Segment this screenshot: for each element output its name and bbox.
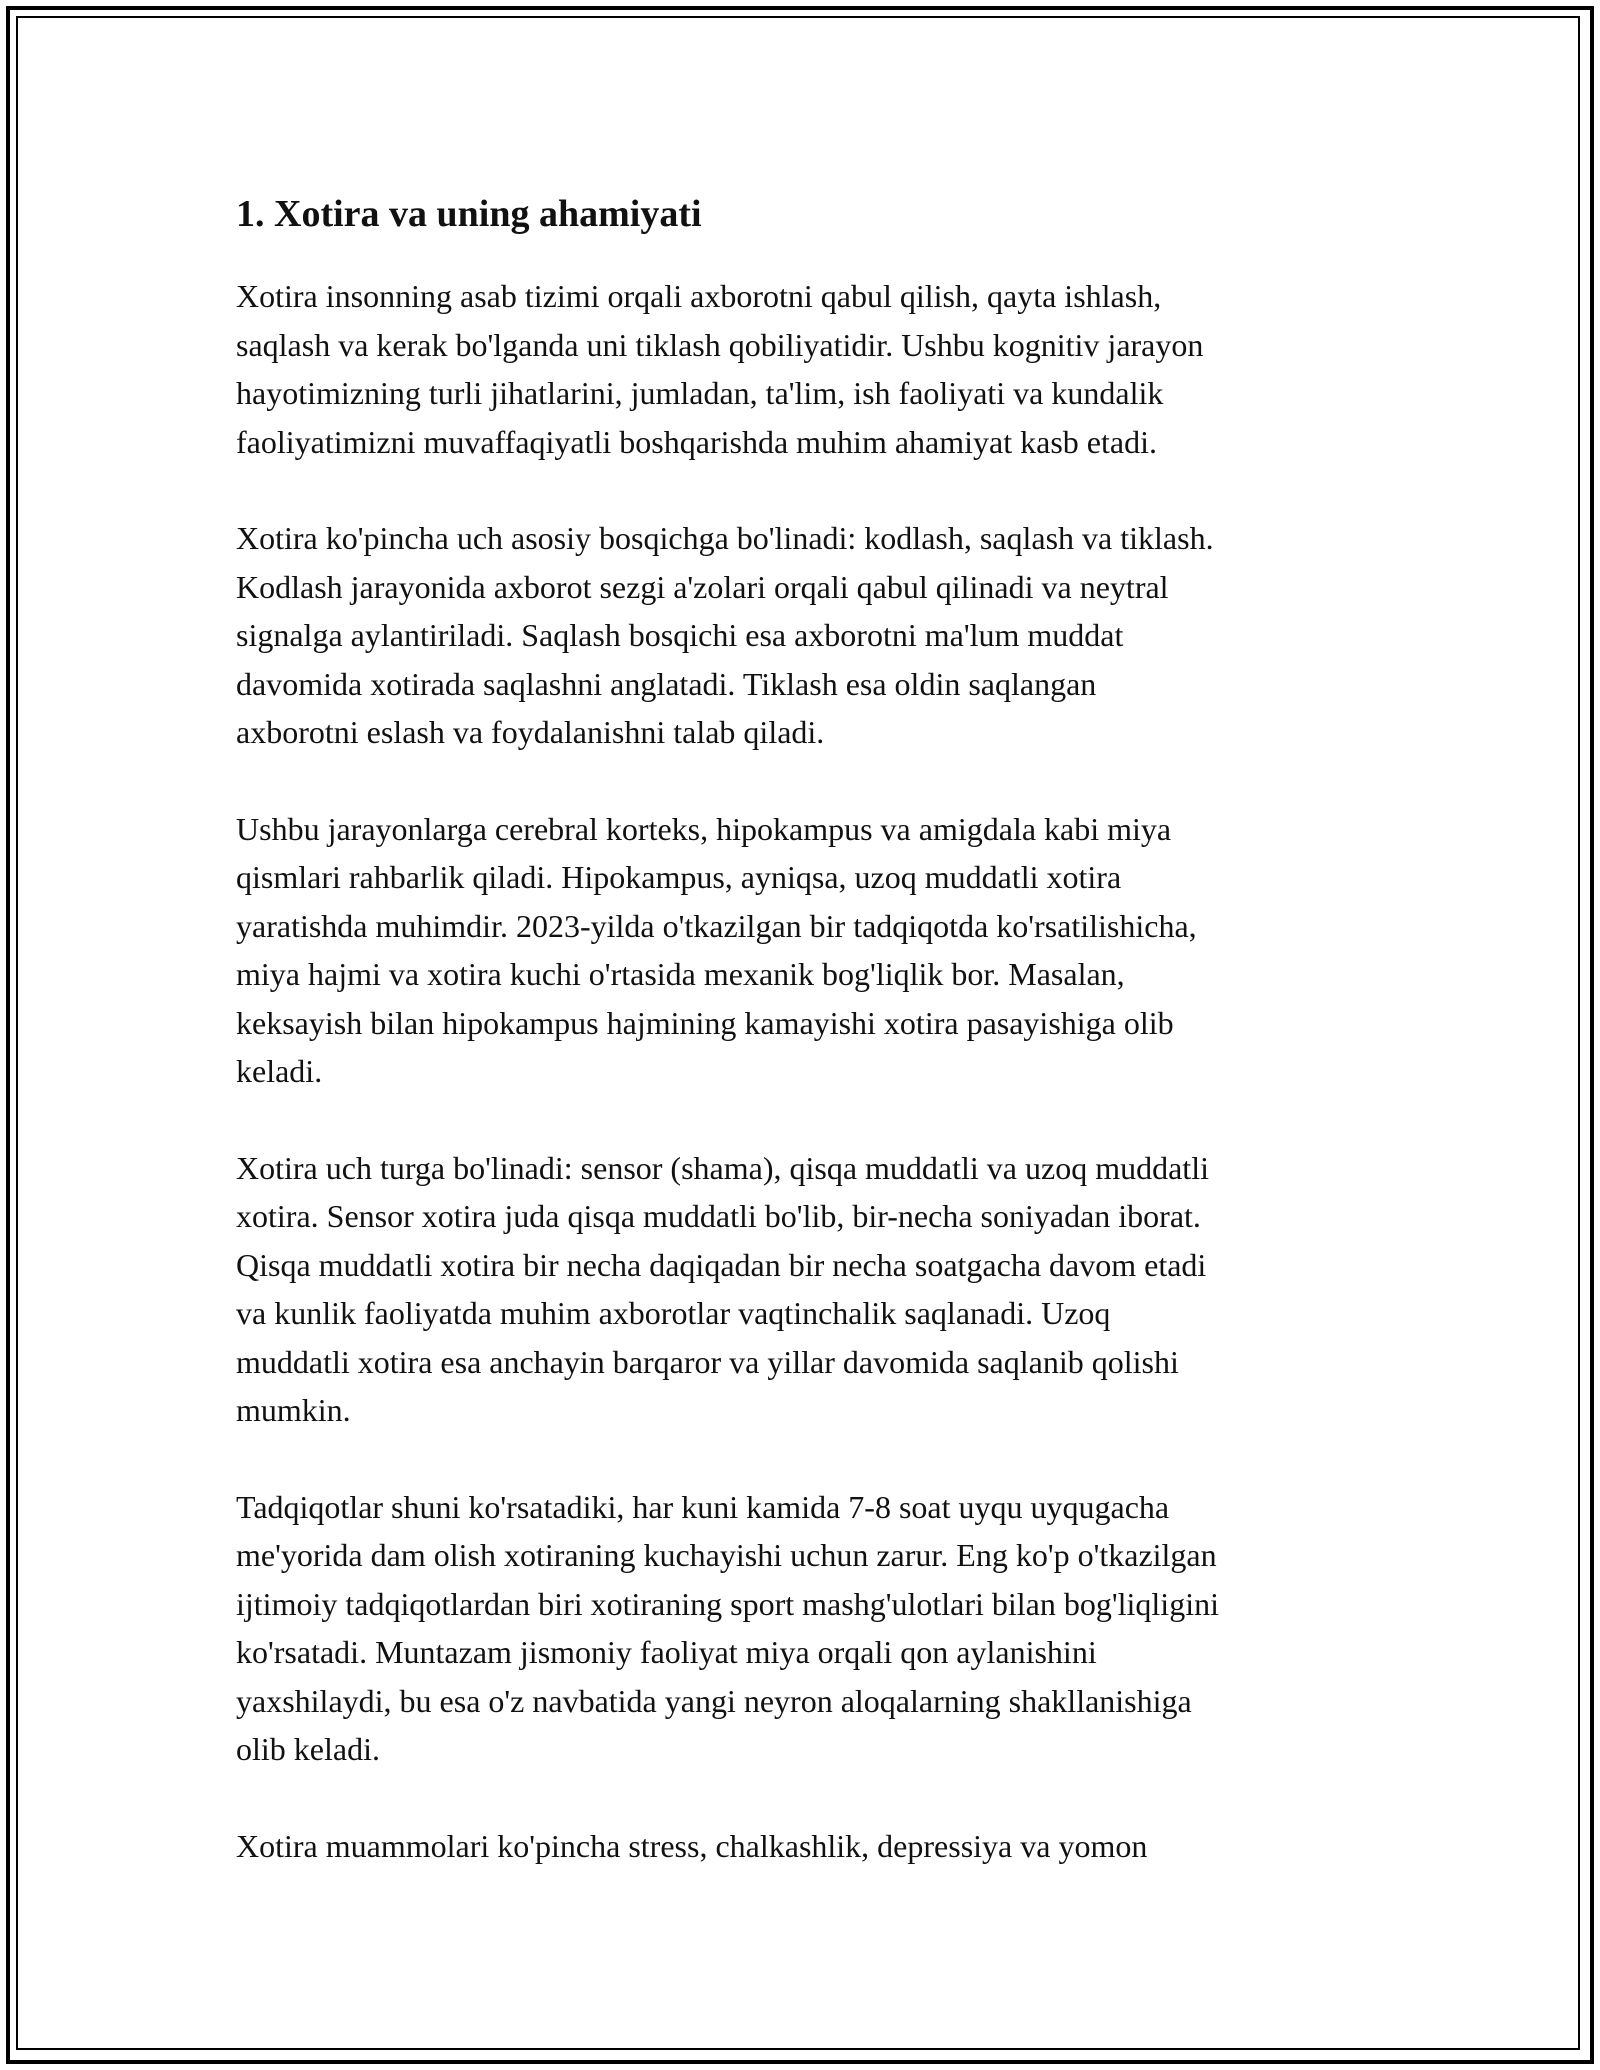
text-line: signalga aylantiriladi. Saqlash bosqichi esa axborotni ma'lum muddat xyxy=(236,617,1124,653)
text-line: yaratishda muhimdir. 2023-yilda o'tkazilgan bir tadqiqotda ko'rsatilishicha, xyxy=(236,907,1197,944)
paragraph xyxy=(236,272,1386,466)
text-line: Kodlash jarayonida axborot sezgi a'zolari orqali qabul qilinadi va neytral xyxy=(236,568,1169,605)
text-line: saqlash va kerak bo'lganda uni tiklash qobiliyatidir. Ushbu kognitiv jarayon xyxy=(236,326,1204,363)
paragraph xyxy=(236,1822,1386,1871)
text-line: qismlari rahbarlik qiladi. Hipokampus, ayniqsa, uzoq muddatli xotira xyxy=(236,859,1122,895)
paragraph xyxy=(236,1144,1386,1435)
text-line: muddatli xotira esa anchayin barqaror va yillar davomida saqlanib qolishi xyxy=(236,1343,1179,1380)
text-line: Tadqiqotlar shuni ko'rsatadiki, har kuni kamida 7-8 soat uyqu uyqugacha xyxy=(236,1488,1170,1525)
text-line: Xotira ko'pincha uch asosiy bosqichga bo'linadi: kodlash, saqlash va tiklash. xyxy=(236,520,1214,556)
text-line: ko'rsatadi. Muntazam jismoniy faoliyat miya orqali qon aylanishini xyxy=(236,1634,1097,1670)
text-line: axborotni eslash va foydalanishni talab qiladi. xyxy=(236,714,825,750)
text-line: davomida xotirada saqlashni anglatadi. Tiklash esa oldin saqlangan xyxy=(236,665,1097,702)
text-line: hayotimizning turli jihatlarini, jumladan, ta'lim, ish faoliyati va kundalik xyxy=(236,375,1164,411)
text-line: mumkin. xyxy=(236,1392,351,1428)
text-line: keladi. xyxy=(236,1053,323,1089)
paragraph xyxy=(236,1483,1386,1774)
text-line: Xotira muammolari ko'pincha stress, chalkashlik, depressiya va yomon xyxy=(236,1827,1148,1864)
text-line: faoliyatimizni muvaffaqiyatli boshqarishda muhim ahamiyat kasb etadi. xyxy=(236,423,1157,460)
text-line: olib keladi. xyxy=(236,1731,380,1767)
document-body xyxy=(236,190,1386,1918)
text-line: Ushbu jarayonlarga cerebral korteks, hipokampus va amigdala kabi miya xyxy=(236,810,1172,847)
text-line: xotira. Sensor xotira juda qisqa muddatli bo'lib, bir-necha soniyadan iborat. xyxy=(236,1198,1201,1234)
text-line: yaxshilaydi, bu esa o'z navbatida yangi neyron aloqalarning shakllanishiga xyxy=(236,1682,1192,1719)
paragraph xyxy=(236,514,1386,757)
text-line: Xotira insonning asab tizimi orqali axborotni qabul qilish, qayta ishlash, xyxy=(236,278,1162,314)
text-line: me'yorida dam olish xotiraning kuchayishi uchun zarur. Eng ko'p o'tkazilgan xyxy=(236,1537,1217,1573)
paragraph-list xyxy=(236,272,1386,1870)
text-line: va kunlik faoliyatda muhim axborotlar vaqtinchalik saqlanadi. Uzoq xyxy=(236,1295,1111,1331)
paragraph xyxy=(236,805,1386,1096)
text-line: keksayish bilan hipokampus hajmining kamayishi xotira pasayishiga olib xyxy=(236,1004,1174,1041)
text-line: Qisqa muddatli xotira bir necha daqiqadan bir necha soatgacha davom etadi xyxy=(236,1246,1207,1283)
text-line: miya hajmi va xotira kuchi o'rtasida mexanik bog'liqlik bor. Masalan, xyxy=(236,956,1125,992)
text-line: Xotira uch turga bo'linadi: sensor (shama), qisqa muddatli va uzoq muddatli xyxy=(236,1149,1209,1186)
section-heading: 1. Xotira va uning ahamiyati xyxy=(236,193,702,235)
text-line: ijtimoiy tadqiqotlardan biri xotiraning sport mashg'ulotlari bilan bog'liqligini xyxy=(236,1585,1219,1622)
